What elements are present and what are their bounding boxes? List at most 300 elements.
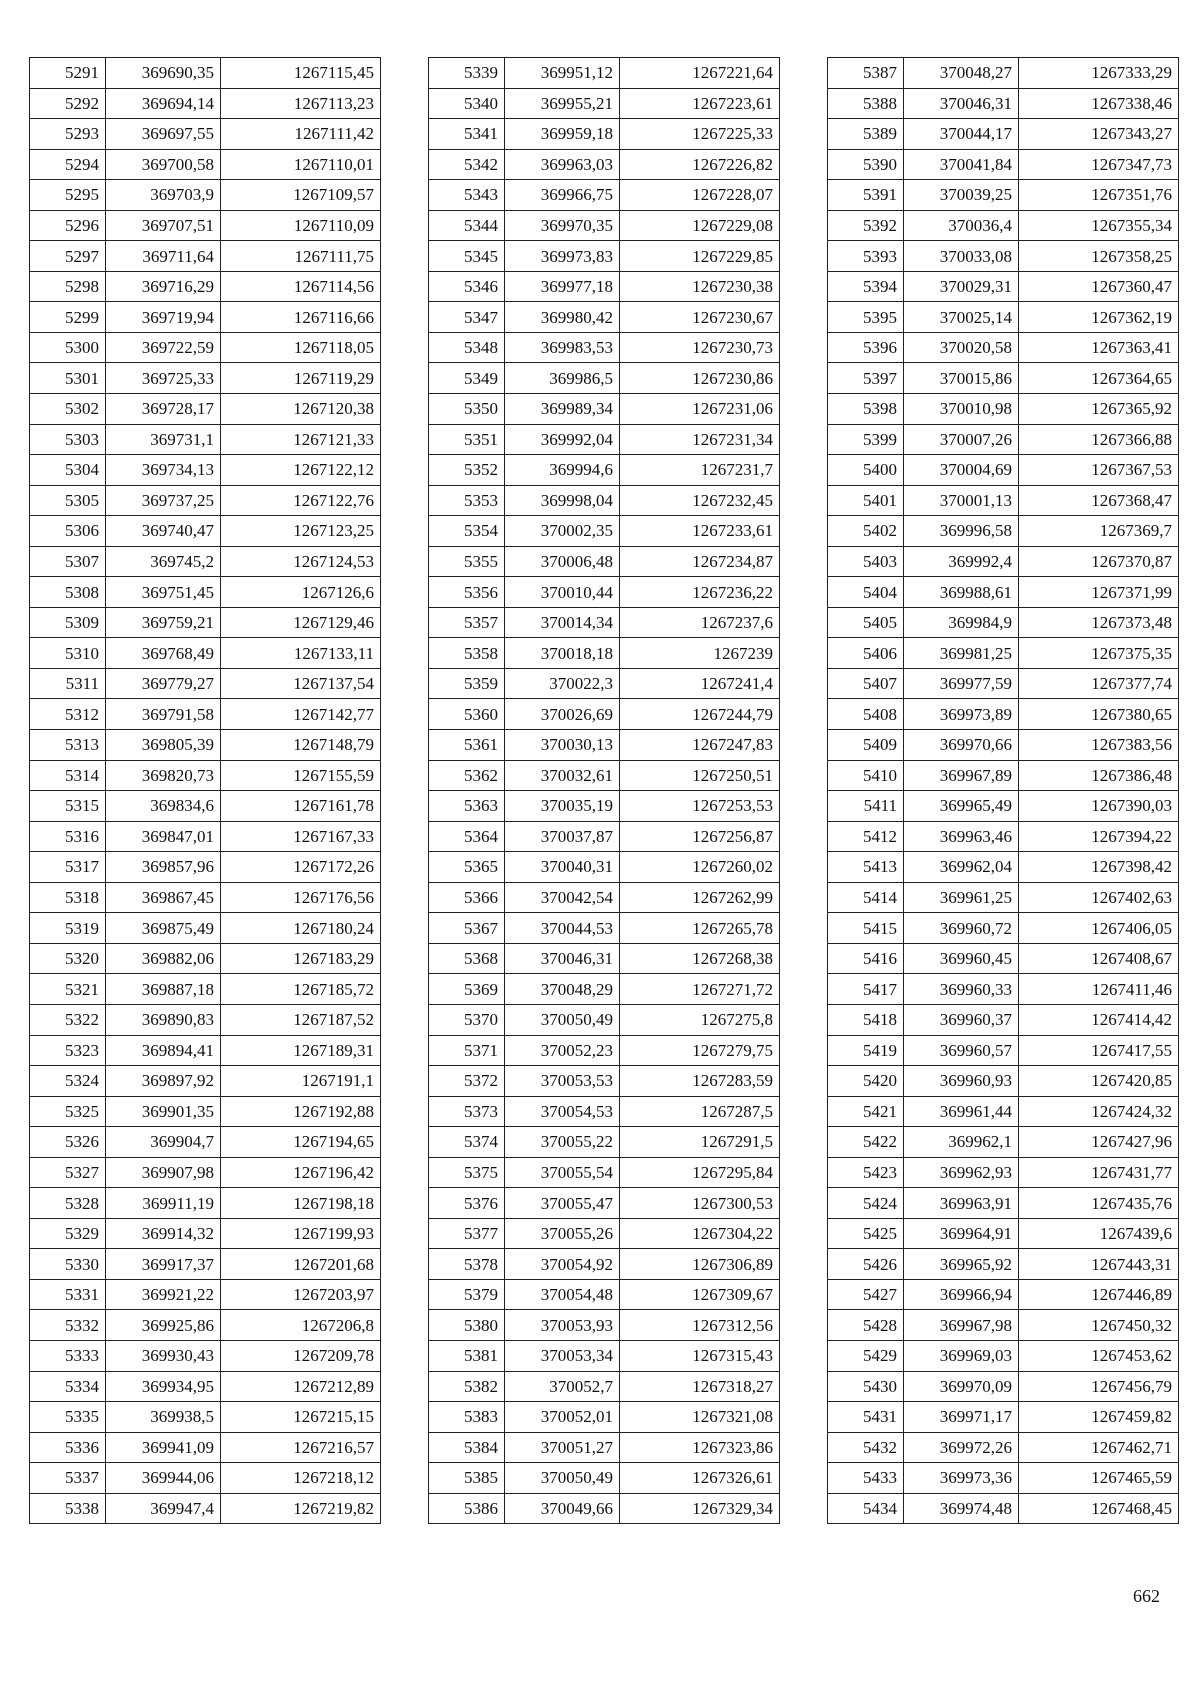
point-number-cell: 5325 (30, 1096, 106, 1127)
x-coordinate-cell: 369960,72 (904, 913, 1019, 944)
y-coordinate-cell: 1267370,87 (1019, 546, 1179, 577)
table-row (30, 730, 381, 761)
y-coordinate-cell: 1267126,6 (221, 577, 381, 608)
point-number-cell: 5424 (828, 1188, 904, 1219)
y-coordinate-cell: 1267283,59 (620, 1066, 780, 1097)
y-coordinate-cell: 1267373,48 (1019, 607, 1179, 638)
x-coordinate-cell: 369867,45 (106, 882, 221, 913)
x-coordinate-cell: 369759,21 (106, 607, 221, 638)
x-coordinate-cell: 369973,83 (505, 241, 620, 272)
x-coordinate-cell: 369960,37 (904, 1004, 1019, 1035)
point-number-cell: 5360 (429, 699, 505, 730)
x-coordinate-cell: 369847,01 (106, 821, 221, 852)
x-coordinate-cell: 369984,9 (904, 607, 1019, 638)
point-number-cell: 5336 (30, 1432, 106, 1463)
table-row (828, 607, 1179, 638)
point-number-cell: 5399 (828, 424, 904, 455)
x-coordinate-cell: 369907,98 (106, 1157, 221, 1188)
table-row (828, 180, 1179, 211)
y-coordinate-cell: 1267390,03 (1019, 791, 1179, 822)
table-row (30, 1371, 381, 1402)
table-row (429, 730, 780, 761)
point-number-cell: 5291 (30, 58, 106, 89)
point-number-cell: 5397 (828, 363, 904, 394)
y-coordinate-cell: 1267196,42 (221, 1157, 381, 1188)
point-number-cell: 5428 (828, 1310, 904, 1341)
y-coordinate-cell: 1267231,34 (620, 424, 780, 455)
point-number-cell: 5382 (429, 1371, 505, 1402)
y-coordinate-cell: 1267219,82 (221, 1493, 381, 1524)
point-number-cell: 5345 (429, 241, 505, 272)
point-number-cell: 5384 (429, 1432, 505, 1463)
table-row (828, 1402, 1179, 1433)
y-coordinate-cell: 1267111,75 (221, 241, 381, 272)
x-coordinate-cell: 370029,31 (904, 271, 1019, 302)
y-coordinate-cell: 1267408,67 (1019, 943, 1179, 974)
y-coordinate-cell: 1267119,29 (221, 363, 381, 394)
point-number-cell: 5298 (30, 271, 106, 302)
y-coordinate-cell: 1267232,45 (620, 485, 780, 516)
y-coordinate-cell: 1267183,29 (221, 943, 381, 974)
table-row (30, 1310, 381, 1341)
table-row (828, 638, 1179, 669)
point-number-cell: 5409 (828, 730, 904, 761)
y-coordinate-cell: 1267358,25 (1019, 241, 1179, 272)
point-number-cell: 5317 (30, 852, 106, 883)
point-number-cell: 5406 (828, 638, 904, 669)
x-coordinate-cell: 369805,39 (106, 730, 221, 761)
y-coordinate-cell: 1267212,89 (221, 1371, 381, 1402)
table-row (828, 271, 1179, 302)
point-number-cell: 5316 (30, 821, 106, 852)
x-coordinate-cell: 370039,25 (904, 180, 1019, 211)
x-coordinate-cell: 369972,26 (904, 1432, 1019, 1463)
y-coordinate-cell: 1267124,53 (221, 546, 381, 577)
point-number-cell: 5339 (429, 58, 505, 89)
x-coordinate-cell: 370015,86 (904, 363, 1019, 394)
table-row (30, 577, 381, 608)
y-coordinate-cell: 1267279,75 (620, 1035, 780, 1066)
table-row (828, 1432, 1179, 1463)
y-coordinate-cell: 1267142,77 (221, 699, 381, 730)
x-coordinate-cell: 369719,94 (106, 302, 221, 333)
table-row (828, 1371, 1179, 1402)
point-number-cell: 5364 (429, 821, 505, 852)
y-coordinate-cell: 1267176,56 (221, 882, 381, 913)
x-coordinate-cell: 369882,06 (106, 943, 221, 974)
y-coordinate-cell: 1267229,85 (620, 241, 780, 272)
table-row (429, 241, 780, 272)
x-coordinate-cell: 370054,48 (505, 1279, 620, 1310)
x-coordinate-cell: 370050,49 (505, 1463, 620, 1494)
x-coordinate-cell: 369981,25 (904, 638, 1019, 669)
point-number-cell: 5380 (429, 1310, 505, 1341)
table-row (30, 791, 381, 822)
x-coordinate-cell: 370055,22 (505, 1127, 620, 1158)
point-number-cell: 5340 (429, 88, 505, 119)
x-coordinate-cell: 370002,35 (505, 516, 620, 547)
y-coordinate-cell: 1267462,71 (1019, 1432, 1179, 1463)
y-coordinate-cell: 1267109,57 (221, 180, 381, 211)
y-coordinate-cell: 1267230,73 (620, 332, 780, 363)
x-coordinate-cell: 369779,27 (106, 668, 221, 699)
x-coordinate-cell: 369703,9 (106, 180, 221, 211)
table-row (30, 424, 381, 455)
x-coordinate-cell: 369963,46 (904, 821, 1019, 852)
table-row (30, 882, 381, 913)
point-number-cell: 5308 (30, 577, 106, 608)
point-number-cell: 5355 (429, 546, 505, 577)
point-number-cell: 5352 (429, 455, 505, 486)
x-coordinate-cell: 369725,33 (106, 363, 221, 394)
table-row (30, 546, 381, 577)
table-row (30, 1340, 381, 1371)
y-coordinate-cell: 1267453,62 (1019, 1340, 1179, 1371)
y-coordinate-cell: 1267230,67 (620, 302, 780, 333)
x-coordinate-cell: 370050,49 (505, 1004, 620, 1035)
table-row (828, 1096, 1179, 1127)
table-row (828, 1127, 1179, 1158)
table-row (30, 852, 381, 883)
point-number-cell: 5328 (30, 1188, 106, 1219)
point-number-cell: 5391 (828, 180, 904, 211)
table-row (30, 1157, 381, 1188)
x-coordinate-cell: 369960,33 (904, 974, 1019, 1005)
x-coordinate-cell: 369992,4 (904, 546, 1019, 577)
y-coordinate-cell: 1267253,53 (620, 791, 780, 822)
point-number-cell: 5370 (429, 1004, 505, 1035)
point-number-cell: 5304 (30, 455, 106, 486)
table-row (30, 1279, 381, 1310)
y-coordinate-cell: 1267375,35 (1019, 638, 1179, 669)
y-coordinate-cell: 1267189,31 (221, 1035, 381, 1066)
point-number-cell: 5415 (828, 913, 904, 944)
y-coordinate-cell: 1267110,01 (221, 149, 381, 180)
point-number-cell: 5323 (30, 1035, 106, 1066)
point-number-cell: 5335 (30, 1402, 106, 1433)
point-number-cell: 5348 (429, 332, 505, 363)
point-number-cell: 5296 (30, 210, 106, 241)
table-row (429, 455, 780, 486)
point-number-cell: 5376 (429, 1188, 505, 1219)
y-coordinate-cell: 1267256,87 (620, 821, 780, 852)
table-row (429, 1371, 780, 1402)
y-coordinate-cell: 1267250,51 (620, 760, 780, 791)
point-number-cell: 5294 (30, 149, 106, 180)
x-coordinate-cell: 369961,44 (904, 1096, 1019, 1127)
point-number-cell: 5347 (429, 302, 505, 333)
table-row (30, 1066, 381, 1097)
x-coordinate-cell: 370052,01 (505, 1402, 620, 1433)
x-coordinate-cell: 369716,29 (106, 271, 221, 302)
table-row (429, 119, 780, 150)
table-row (30, 1432, 381, 1463)
table-row (30, 210, 381, 241)
table-row (429, 607, 780, 638)
x-coordinate-cell: 370041,84 (904, 149, 1019, 180)
y-coordinate-cell: 1267367,53 (1019, 455, 1179, 486)
point-number-cell: 5299 (30, 302, 106, 333)
point-number-cell: 5402 (828, 516, 904, 547)
point-number-cell: 5381 (429, 1340, 505, 1371)
x-coordinate-cell: 369973,89 (904, 699, 1019, 730)
y-coordinate-cell: 1267226,82 (620, 149, 780, 180)
point-number-cell: 5293 (30, 119, 106, 150)
table-row (828, 943, 1179, 974)
y-coordinate-cell: 1267199,93 (221, 1218, 381, 1249)
x-coordinate-cell: 369969,03 (904, 1340, 1019, 1371)
point-number-cell: 5315 (30, 791, 106, 822)
point-number-cell: 5330 (30, 1249, 106, 1280)
point-number-cell: 5432 (828, 1432, 904, 1463)
point-number-cell: 5425 (828, 1218, 904, 1249)
point-number-cell: 5429 (828, 1340, 904, 1371)
point-number-cell: 5310 (30, 638, 106, 669)
y-coordinate-cell: 1267468,45 (1019, 1493, 1179, 1524)
table-row (828, 546, 1179, 577)
x-coordinate-cell: 370040,31 (505, 852, 620, 883)
x-coordinate-cell: 369894,41 (106, 1035, 221, 1066)
point-number-cell: 5306 (30, 516, 106, 547)
x-coordinate-cell: 369944,06 (106, 1463, 221, 1494)
x-coordinate-cell: 369751,45 (106, 577, 221, 608)
point-number-cell: 5427 (828, 1279, 904, 1310)
table-row (429, 1310, 780, 1341)
point-number-cell: 5393 (828, 241, 904, 272)
y-coordinate-cell: 1267366,88 (1019, 424, 1179, 455)
point-number-cell: 5414 (828, 882, 904, 913)
y-coordinate-cell: 1267291,5 (620, 1127, 780, 1158)
y-coordinate-cell: 1267323,86 (620, 1432, 780, 1463)
x-coordinate-cell: 369961,25 (904, 882, 1019, 913)
table-row (429, 913, 780, 944)
point-number-cell: 5387 (828, 58, 904, 89)
point-number-cell: 5373 (429, 1096, 505, 1127)
table-row (429, 424, 780, 455)
table-row (828, 882, 1179, 913)
x-coordinate-cell: 369974,48 (904, 1493, 1019, 1524)
table-row (828, 424, 1179, 455)
x-coordinate-cell: 370010,44 (505, 577, 620, 608)
x-coordinate-cell: 369820,73 (106, 760, 221, 791)
y-coordinate-cell: 1267265,78 (620, 913, 780, 944)
point-number-cell: 5351 (429, 424, 505, 455)
y-coordinate-cell: 1267230,86 (620, 363, 780, 394)
x-coordinate-cell: 369737,25 (106, 485, 221, 516)
x-coordinate-cell: 369890,83 (106, 1004, 221, 1035)
y-coordinate-cell: 1267424,32 (1019, 1096, 1179, 1127)
y-coordinate-cell: 1267271,72 (620, 974, 780, 1005)
y-coordinate-cell: 1267241,4 (620, 668, 780, 699)
x-coordinate-cell: 369857,96 (106, 852, 221, 883)
y-coordinate-cell: 1267231,06 (620, 394, 780, 425)
x-coordinate-cell: 369731,1 (106, 424, 221, 455)
y-coordinate-cell: 1267203,97 (221, 1279, 381, 1310)
table-row (30, 485, 381, 516)
point-number-cell: 5331 (30, 1279, 106, 1310)
y-coordinate-cell: 1267362,19 (1019, 302, 1179, 333)
x-coordinate-cell: 369914,32 (106, 1218, 221, 1249)
y-coordinate-cell: 1267417,55 (1019, 1035, 1179, 1066)
table-row (429, 302, 780, 333)
x-coordinate-cell: 369917,37 (106, 1249, 221, 1280)
x-coordinate-cell: 369962,04 (904, 852, 1019, 883)
point-number-cell: 5312 (30, 699, 106, 730)
x-coordinate-cell: 370036,4 (904, 210, 1019, 241)
table-row (828, 974, 1179, 1005)
point-number-cell: 5311 (30, 668, 106, 699)
table-row (429, 1340, 780, 1371)
table-row (828, 1066, 1179, 1097)
x-coordinate-cell: 369897,92 (106, 1066, 221, 1097)
x-coordinate-cell: 369930,43 (106, 1340, 221, 1371)
point-number-cell: 5410 (828, 760, 904, 791)
x-coordinate-cell: 369980,42 (505, 302, 620, 333)
x-coordinate-cell: 370055,26 (505, 1218, 620, 1249)
point-number-cell: 5362 (429, 760, 505, 791)
y-coordinate-cell: 1267343,27 (1019, 119, 1179, 150)
table-row (429, 1096, 780, 1127)
point-number-cell: 5341 (429, 119, 505, 150)
table-row (30, 1493, 381, 1524)
table-row (30, 1188, 381, 1219)
y-coordinate-cell: 1267230,38 (620, 271, 780, 302)
x-coordinate-cell: 369967,98 (904, 1310, 1019, 1341)
y-coordinate-cell: 1267443,31 (1019, 1249, 1179, 1280)
x-coordinate-cell: 370052,7 (505, 1371, 620, 1402)
x-coordinate-cell: 369901,35 (106, 1096, 221, 1127)
point-number-cell: 5431 (828, 1402, 904, 1433)
y-coordinate-cell: 1267218,12 (221, 1463, 381, 1494)
point-number-cell: 5383 (429, 1402, 505, 1433)
y-coordinate-cell: 1267233,61 (620, 516, 780, 547)
x-coordinate-cell: 369711,64 (106, 241, 221, 272)
y-coordinate-cell: 1267223,61 (620, 88, 780, 119)
x-coordinate-cell: 369988,61 (904, 577, 1019, 608)
point-number-cell: 5350 (429, 394, 505, 425)
x-coordinate-cell: 369745,2 (106, 546, 221, 577)
y-coordinate-cell: 1267172,26 (221, 852, 381, 883)
table-row (828, 149, 1179, 180)
y-coordinate-cell: 1267231,7 (620, 455, 780, 486)
x-coordinate-cell: 370046,31 (505, 943, 620, 974)
table-row (429, 485, 780, 516)
table-row (429, 1463, 780, 1494)
y-coordinate-cell: 1267369,7 (1019, 516, 1179, 547)
y-coordinate-cell: 1267206,8 (221, 1310, 381, 1341)
x-coordinate-cell: 369734,13 (106, 455, 221, 486)
table-row (30, 332, 381, 363)
y-coordinate-cell: 1267365,92 (1019, 394, 1179, 425)
table-row (828, 730, 1179, 761)
y-coordinate-cell: 1267329,34 (620, 1493, 780, 1524)
x-coordinate-cell: 369887,18 (106, 974, 221, 1005)
table-row (429, 210, 780, 241)
x-coordinate-cell: 370001,13 (904, 485, 1019, 516)
table-row (30, 699, 381, 730)
y-coordinate-cell: 1267121,33 (221, 424, 381, 455)
table-row (30, 1004, 381, 1035)
point-number-cell: 5405 (828, 607, 904, 638)
table-row (429, 943, 780, 974)
point-number-cell: 5295 (30, 180, 106, 211)
x-coordinate-cell: 369977,18 (505, 271, 620, 302)
table-row (429, 88, 780, 119)
table-row (828, 1218, 1179, 1249)
y-coordinate-cell: 1267209,78 (221, 1340, 381, 1371)
y-coordinate-cell: 1267123,25 (221, 516, 381, 547)
y-coordinate-cell: 1267167,33 (221, 821, 381, 852)
y-coordinate-cell: 1267338,46 (1019, 88, 1179, 119)
point-number-cell: 5333 (30, 1340, 106, 1371)
point-number-cell: 5372 (429, 1066, 505, 1097)
y-coordinate-cell: 1267363,41 (1019, 332, 1179, 363)
y-coordinate-cell: 1267459,82 (1019, 1402, 1179, 1433)
table-row (30, 943, 381, 974)
table-row (30, 516, 381, 547)
y-coordinate-cell: 1267225,33 (620, 119, 780, 150)
x-coordinate-cell: 369970,09 (904, 1371, 1019, 1402)
point-number-cell: 5398 (828, 394, 904, 425)
x-coordinate-cell: 369971,17 (904, 1402, 1019, 1433)
table-row (429, 394, 780, 425)
table-row (828, 210, 1179, 241)
point-number-cell: 5433 (828, 1463, 904, 1494)
table-row (30, 271, 381, 302)
table-row (429, 1493, 780, 1524)
point-number-cell: 5369 (429, 974, 505, 1005)
y-coordinate-cell: 1267133,11 (221, 638, 381, 669)
x-coordinate-cell: 369875,49 (106, 913, 221, 944)
table-row (828, 516, 1179, 547)
table-row (828, 394, 1179, 425)
point-number-cell: 5324 (30, 1066, 106, 1097)
point-number-cell: 5297 (30, 241, 106, 272)
x-coordinate-cell: 369964,91 (904, 1218, 1019, 1249)
x-coordinate-cell: 370037,87 (505, 821, 620, 852)
table-row (429, 149, 780, 180)
y-coordinate-cell: 1267380,65 (1019, 699, 1179, 730)
y-coordinate-cell: 1267420,85 (1019, 1066, 1179, 1097)
coordinate-table-1 (29, 57, 381, 1524)
y-coordinate-cell: 1267113,23 (221, 88, 381, 119)
table-row (30, 638, 381, 669)
y-coordinate-cell: 1267187,52 (221, 1004, 381, 1035)
x-coordinate-cell: 369947,4 (106, 1493, 221, 1524)
table-row (429, 58, 780, 89)
y-coordinate-cell: 1267229,08 (620, 210, 780, 241)
x-coordinate-cell: 369690,35 (106, 58, 221, 89)
point-number-cell: 5319 (30, 913, 106, 944)
table-row (429, 699, 780, 730)
y-coordinate-cell: 1267427,96 (1019, 1127, 1179, 1158)
x-coordinate-cell: 370026,69 (505, 699, 620, 730)
y-coordinate-cell: 1267326,61 (620, 1463, 780, 1494)
point-number-cell: 5385 (429, 1463, 505, 1494)
x-coordinate-cell: 369967,89 (904, 760, 1019, 791)
point-number-cell: 5374 (429, 1127, 505, 1158)
x-coordinate-cell: 369925,86 (106, 1310, 221, 1341)
point-number-cell: 5365 (429, 852, 505, 883)
x-coordinate-cell: 370025,14 (904, 302, 1019, 333)
x-coordinate-cell: 369938,5 (106, 1402, 221, 1433)
y-coordinate-cell: 1267268,38 (620, 943, 780, 974)
x-coordinate-cell: 370044,53 (505, 913, 620, 944)
point-number-cell: 5338 (30, 1493, 106, 1524)
x-coordinate-cell: 369934,95 (106, 1371, 221, 1402)
point-number-cell: 5403 (828, 546, 904, 577)
y-coordinate-cell: 1267129,46 (221, 607, 381, 638)
